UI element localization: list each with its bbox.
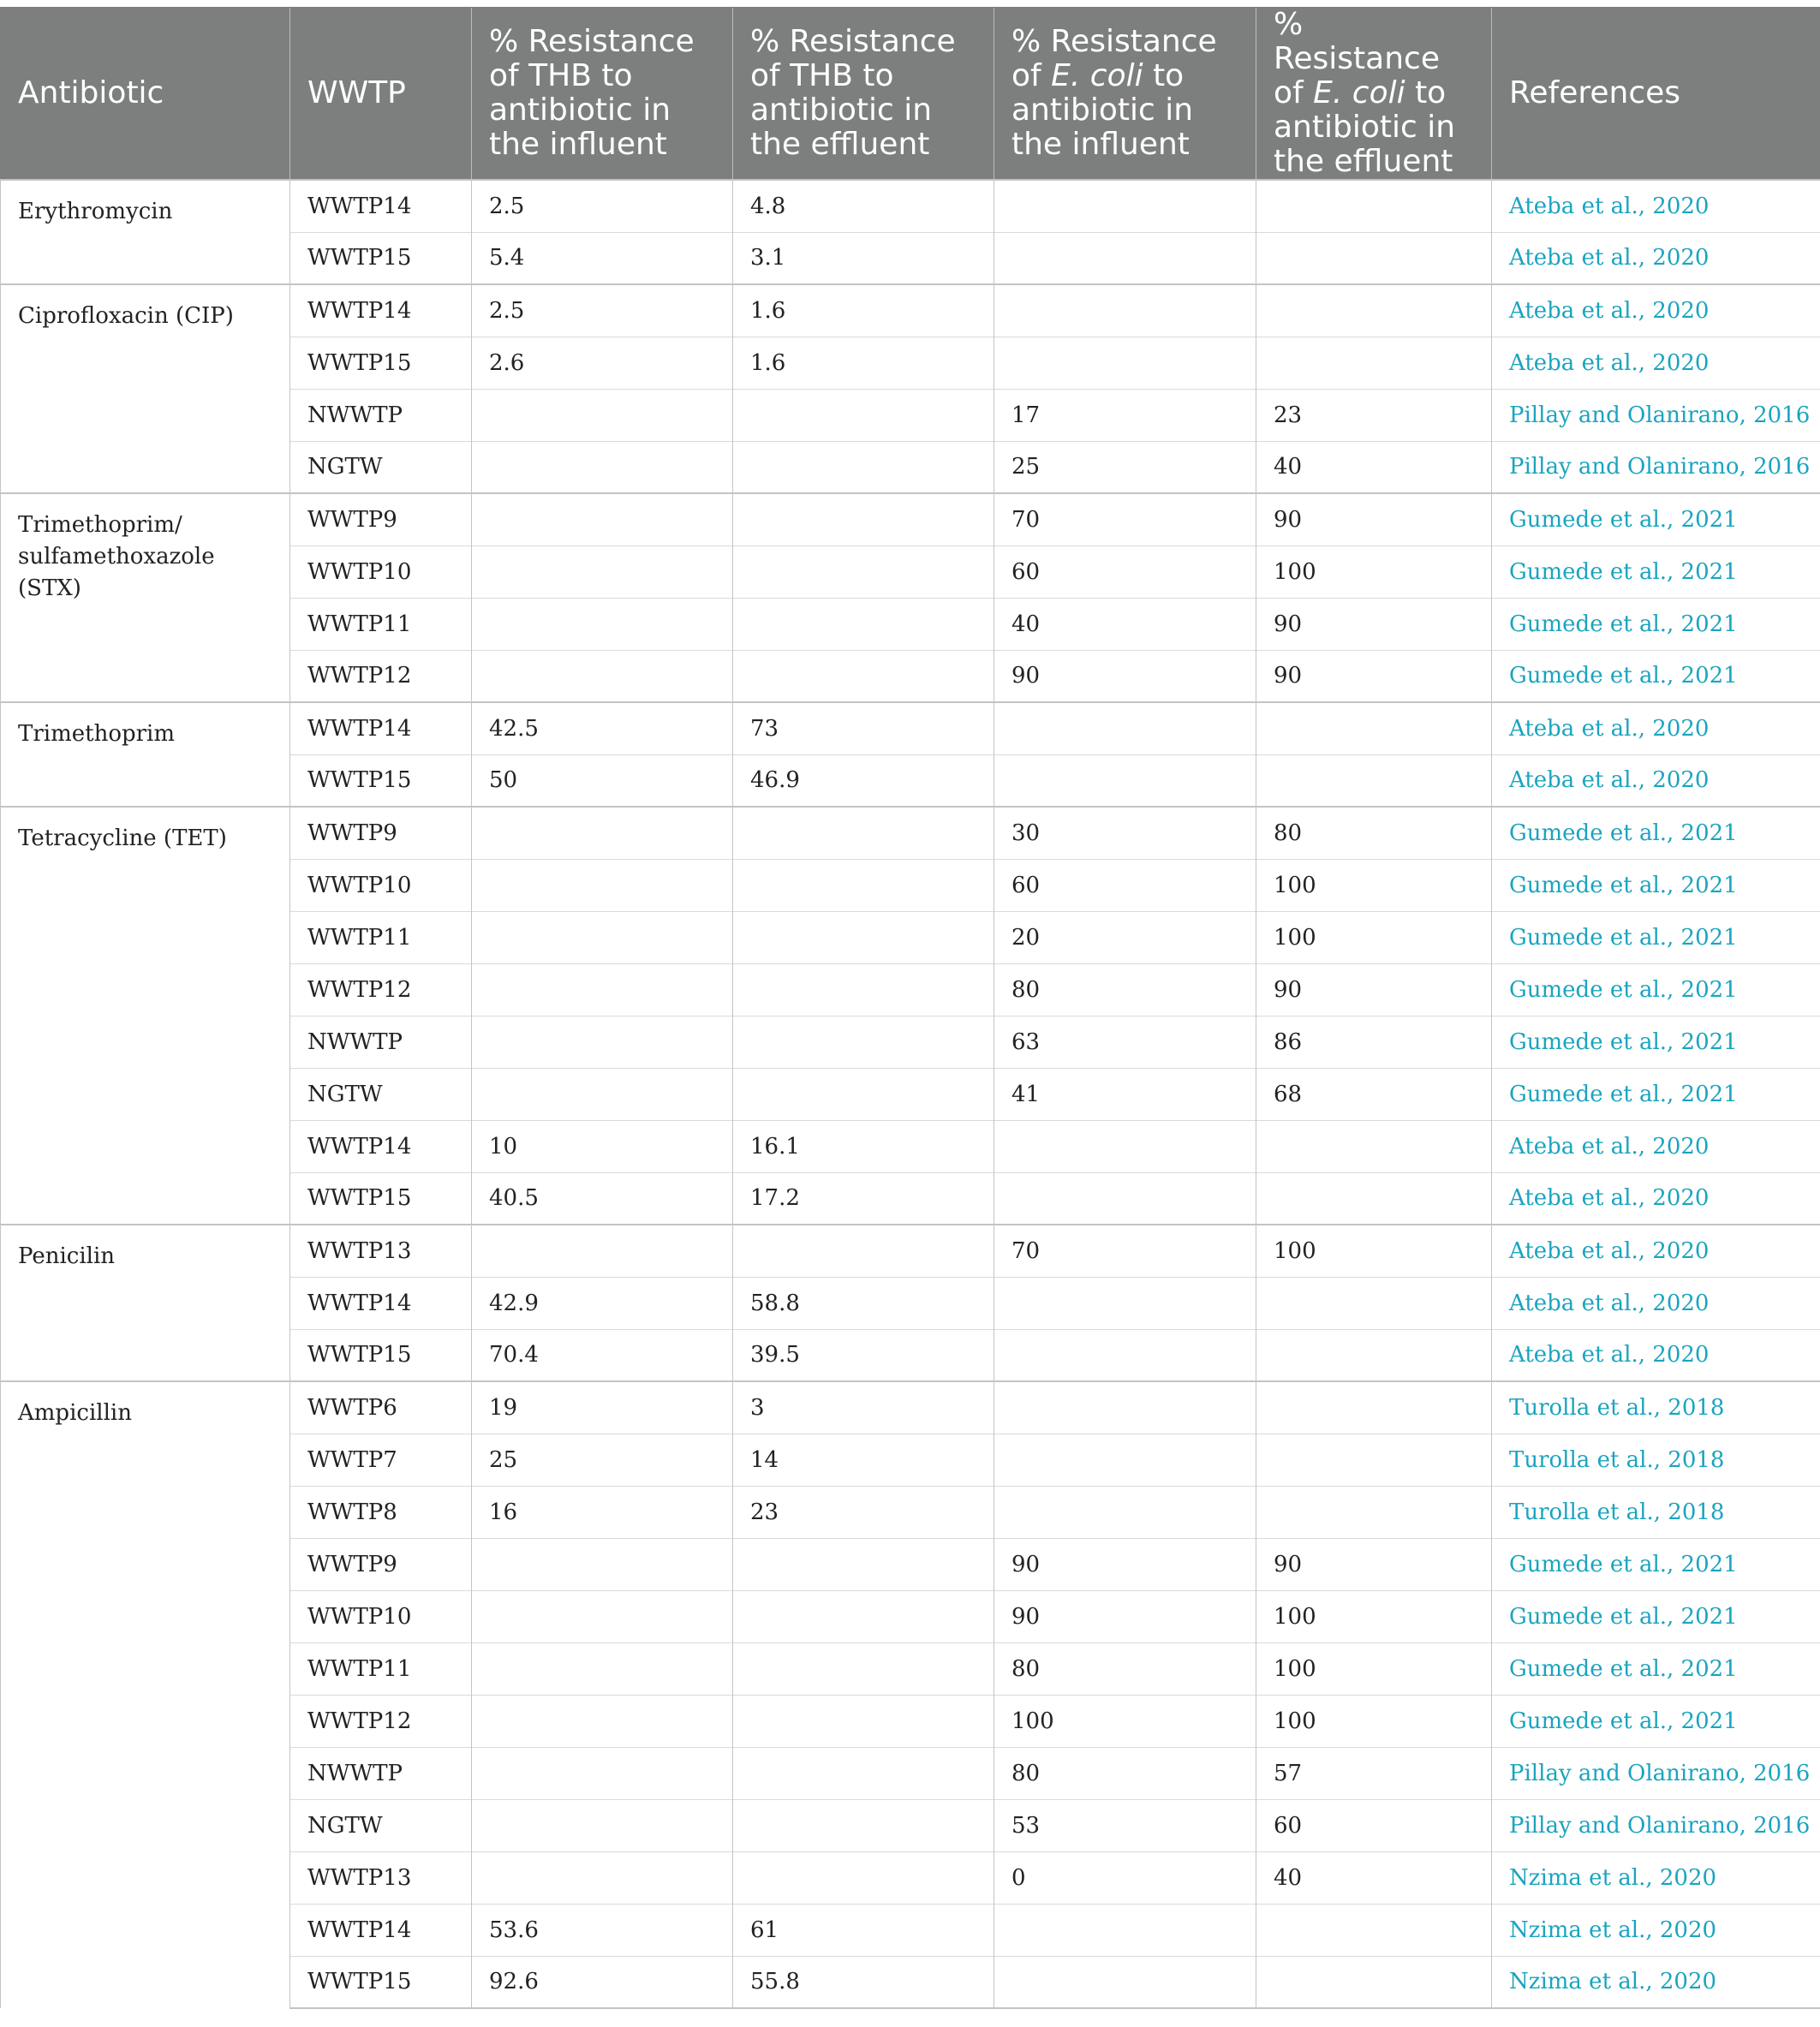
thb-effluent-cell (733, 1642, 994, 1695)
reference-cell (1492, 1486, 1820, 1538)
reference-cell (1492, 546, 1820, 598)
ecoli-effluent-cell: 90 (1256, 493, 1492, 546)
thb-influent-cell: 42.5 (472, 702, 733, 754)
reference-link[interactable]: Turolla et al., 2018 (1509, 1499, 1725, 1525)
thb-influent-cell (472, 1538, 733, 1590)
ecoli-effluent-cell: 100 (1256, 1225, 1492, 1277)
reference-link[interactable]: Nzima et al., 2020 (1509, 1864, 1717, 1891)
ecoli-influent-cell: 40 (994, 598, 1256, 650)
wwtp-cell: WWTP11 (290, 598, 472, 650)
ecoli-influent-cell (994, 754, 1256, 807)
thb-effluent-cell: 61 (733, 1904, 994, 1956)
thb-effluent-cell (733, 963, 994, 1016)
reference-cell (1492, 389, 1820, 441)
reference-cell (1492, 441, 1820, 493)
wwtp-cell: WWTP10 (290, 546, 472, 598)
thb-effluent-cell: 3 (733, 1381, 994, 1434)
ecoli-effluent-cell: 40 (1256, 1851, 1492, 1904)
wwtp-cell: WWTP15 (290, 1956, 472, 2008)
thb-influent-cell (472, 859, 733, 911)
reference-link[interactable]: Ateba et al., 2020 (1509, 245, 1710, 271)
ecoli-effluent-cell (1256, 180, 1492, 232)
reference-cell (1492, 1851, 1820, 1904)
ecoli-effluent-cell (1256, 1381, 1492, 1434)
reference-link[interactable]: Ateba et al., 2020 (1509, 1237, 1710, 1264)
ecoli-effluent-cell: 23 (1256, 389, 1492, 441)
reference-link[interactable]: Turolla et al., 2018 (1509, 1394, 1725, 1421)
ecoli-influent-cell: 80 (994, 1642, 1256, 1695)
ecoli-influent-cell (994, 180, 1256, 232)
wwtp-cell: WWTP14 (290, 702, 472, 754)
antibiotic-cell: Trimethoprim/ sulfamethoxazole (STX) (1, 493, 290, 702)
ecoli-effluent-cell: 57 (1256, 1747, 1492, 1799)
table-header (1, 8, 1820, 181)
wwtp-cell: WWTP12 (290, 650, 472, 702)
antibiotic-cell: Ciprofloxacin (CIP) (1, 284, 290, 493)
reference-cell (1492, 284, 1820, 337)
wwtp-cell: WWTP15 (290, 337, 472, 389)
reference-link[interactable]: Ateba et al., 2020 (1509, 1342, 1710, 1368)
header-ecoli-influent-suffix: to antibiotic in the influent (1011, 58, 1194, 162)
ecoli-effluent-cell: 100 (1256, 859, 1492, 911)
reference-cell (1492, 1381, 1820, 1434)
reference-cell (1492, 911, 1820, 963)
header-references: References (1492, 8, 1820, 181)
wwtp-cell: WWTP13 (290, 1225, 472, 1277)
header-ecoli-effluent-prefix: % Resistance of (1274, 7, 1440, 110)
reference-link[interactable]: Gumede et al., 2021 (1509, 820, 1738, 846)
thb-influent-cell: 2.5 (472, 284, 733, 337)
thb-effluent-cell: 3.1 (733, 232, 994, 284)
reference-link[interactable]: Gumede et al., 2021 (1509, 1081, 1738, 1107)
ecoli-influent-cell: 90 (994, 1590, 1256, 1642)
wwtp-cell: WWTP12 (290, 1695, 472, 1747)
thb-effluent-cell: 58.8 (733, 1277, 994, 1329)
ecoli-influent-cell: 30 (994, 807, 1256, 859)
ecoli-effluent-cell (1256, 284, 1492, 337)
ecoli-effluent-cell (1256, 1329, 1492, 1381)
reference-link[interactable]: Gumede et al., 2021 (1509, 506, 1738, 533)
header-ecoli-influent (994, 8, 1256, 181)
thb-influent-cell (472, 807, 733, 859)
ecoli-influent-cell: 100 (994, 1695, 1256, 1747)
header-ecoli-effluent-species: E. coli (1313, 75, 1405, 110)
reference-link[interactable]: Ateba et al., 2020 (1509, 1133, 1710, 1160)
thb-effluent-cell: 14 (733, 1434, 994, 1486)
thb-influent-cell: 2.5 (472, 180, 733, 232)
thb-effluent-cell: 4.8 (733, 180, 994, 232)
ecoli-influent-cell (994, 1172, 1256, 1225)
reference-cell (1492, 493, 1820, 546)
thb-effluent-cell (733, 807, 994, 859)
table-row (1, 284, 1820, 337)
thb-influent-cell (472, 389, 733, 441)
thb-influent-cell (472, 1695, 733, 1747)
thb-influent-cell (472, 441, 733, 493)
ecoli-influent-cell (994, 232, 1256, 284)
reference-link[interactable]: Gumede et al., 2021 (1509, 663, 1738, 689)
reference-cell (1492, 1538, 1820, 1590)
header-thb-influent: % Resistance of THB to antibiotic in the influent (472, 8, 733, 181)
ecoli-influent-cell (994, 337, 1256, 389)
thb-influent-cell: 19 (472, 1381, 733, 1434)
resistance-table (0, 7, 1820, 2009)
reference-cell (1492, 1434, 1820, 1486)
thb-effluent-cell (733, 1225, 994, 1277)
thb-influent-cell (472, 1016, 733, 1068)
thb-effluent-cell (733, 389, 994, 441)
ecoli-influent-cell (994, 1277, 1256, 1329)
reference-cell (1492, 1956, 1820, 2008)
wwtp-cell: WWTP15 (290, 1172, 472, 1225)
thb-influent-cell (472, 1590, 733, 1642)
reference-link[interactable]: Gumede et al., 2021 (1509, 611, 1738, 637)
reference-cell (1492, 1329, 1820, 1381)
ecoli-influent-cell: 63 (994, 1016, 1256, 1068)
wwtp-cell: WWTP14 (290, 180, 472, 232)
header-wwtp: WWTP (290, 8, 472, 181)
ecoli-influent-cell: 0 (994, 1851, 1256, 1904)
wwtp-cell: WWTP6 (290, 1381, 472, 1434)
wwtp-cell: WWTP10 (290, 1590, 472, 1642)
thb-effluent-cell: 55.8 (733, 1956, 994, 2008)
ecoli-effluent-cell (1256, 1904, 1492, 1956)
reference-cell (1492, 1799, 1820, 1851)
ecoli-effluent-cell: 100 (1256, 1642, 1492, 1695)
header-ecoli-influent-species: E. coli (1051, 58, 1143, 93)
thb-effluent-cell (733, 493, 994, 546)
thb-effluent-cell: 39.5 (733, 1329, 994, 1381)
ecoli-effluent-cell (1256, 1486, 1492, 1538)
ecoli-influent-cell (994, 1329, 1256, 1381)
reference-link[interactable]: Ateba et al., 2020 (1509, 1185, 1710, 1212)
ecoli-influent-cell: 17 (994, 389, 1256, 441)
reference-link[interactable]: Ateba et al., 2020 (1509, 297, 1710, 324)
thb-influent-cell: 16 (472, 1486, 733, 1538)
wwtp-cell: WWTP9 (290, 1538, 472, 1590)
thb-influent-cell: 70.4 (472, 1329, 733, 1381)
ecoli-influent-cell (994, 1434, 1256, 1486)
thb-influent-cell (472, 546, 733, 598)
ecoli-effluent-cell: 100 (1256, 911, 1492, 963)
thb-effluent-cell: 1.6 (733, 284, 994, 337)
reference-cell (1492, 1642, 1820, 1695)
wwtp-cell: WWTP15 (290, 232, 472, 284)
reference-cell (1492, 1172, 1820, 1225)
wwtp-cell: WWTP9 (290, 807, 472, 859)
thb-influent-cell: 42.9 (472, 1277, 733, 1329)
ecoli-effluent-cell (1256, 1277, 1492, 1329)
reference-cell (1492, 1277, 1820, 1329)
header-ecoli-influent-prefix: % Resistance of (1011, 24, 1217, 93)
thb-effluent-cell (733, 1068, 994, 1120)
reference-cell (1492, 1120, 1820, 1172)
reference-link[interactable]: Nzima et al., 2020 (1509, 1969, 1717, 1995)
wwtp-cell: WWTP11 (290, 911, 472, 963)
wwtp-cell: WWTP7 (290, 1434, 472, 1486)
header-ecoli-effluent (1256, 8, 1492, 181)
thb-influent-cell: 53.6 (472, 1904, 733, 1956)
ecoli-influent-cell (994, 1486, 1256, 1538)
wwtp-cell: NWWTP (290, 1747, 472, 1799)
thb-influent-cell: 25 (472, 1434, 733, 1486)
reference-link[interactable]: Ateba et al., 2020 (1509, 715, 1710, 742)
ecoli-influent-cell: 60 (994, 859, 1256, 911)
reference-cell (1492, 1068, 1820, 1120)
thb-effluent-cell (733, 1851, 994, 1904)
ecoli-effluent-cell (1256, 1120, 1492, 1172)
ecoli-influent-cell: 60 (994, 546, 1256, 598)
header-row (1, 8, 1820, 181)
antibiotic-cell: Tetracycline (TET) (1, 807, 290, 1225)
ecoli-influent-cell (994, 1956, 1256, 2008)
ecoli-influent-cell: 90 (994, 1538, 1256, 1590)
thb-influent-cell: 10 (472, 1120, 733, 1172)
ecoli-influent-cell (994, 1120, 1256, 1172)
reference-cell (1492, 1695, 1820, 1747)
thb-influent-cell: 5.4 (472, 232, 733, 284)
wwtp-cell: WWTP10 (290, 859, 472, 911)
thb-influent-cell (472, 598, 733, 650)
thb-effluent-cell (733, 911, 994, 963)
antibiotic-cell: Trimethoprim (1, 702, 290, 807)
ecoli-effluent-cell: 40 (1256, 441, 1492, 493)
reference-cell (1492, 232, 1820, 284)
ecoli-effluent-cell (1256, 754, 1492, 807)
thb-effluent-cell (733, 598, 994, 650)
thb-effluent-cell (733, 1747, 994, 1799)
thb-influent-cell: 92.6 (472, 1956, 733, 2008)
reference-cell (1492, 180, 1820, 232)
reference-cell (1492, 1225, 1820, 1277)
wwtp-cell: NGTW (290, 1799, 472, 1851)
ecoli-effluent-cell: 100 (1256, 1695, 1492, 1747)
reference-link[interactable]: Gumede et al., 2021 (1509, 1028, 1738, 1055)
reference-link[interactable]: Gumede et al., 2021 (1509, 1708, 1738, 1734)
ecoli-effluent-cell (1256, 1434, 1492, 1486)
ecoli-effluent-cell (1256, 1956, 1492, 2008)
reference-cell (1492, 598, 1820, 650)
thb-influent-cell (472, 1799, 733, 1851)
wwtp-cell: WWTP11 (290, 1642, 472, 1695)
table-row (1, 180, 1820, 232)
thb-effluent-cell (733, 1695, 994, 1747)
antibiotic-cell: Erythromycin (1, 180, 290, 284)
ecoli-influent-cell: 20 (994, 911, 1256, 963)
wwtp-cell: WWTP14 (290, 1904, 472, 1956)
thb-influent-cell (472, 1642, 733, 1695)
wwtp-cell: NGTW (290, 1068, 472, 1120)
thb-influent-cell: 50 (472, 754, 733, 807)
reference-link[interactable]: Gumede et al., 2021 (1509, 872, 1738, 898)
table-row (1, 702, 1820, 754)
reference-cell (1492, 963, 1820, 1016)
ecoli-influent-cell: 70 (994, 493, 1256, 546)
thb-influent-cell (472, 1225, 733, 1277)
ecoli-effluent-cell: 68 (1256, 1068, 1492, 1120)
reference-link[interactable]: Gumede et al., 2021 (1509, 1655, 1738, 1682)
header-antibiotic: Antibiotic (1, 8, 290, 181)
ecoli-influent-cell (994, 1381, 1256, 1434)
reference-link[interactable]: Gumede et al., 2021 (1509, 1603, 1738, 1630)
thb-influent-cell (472, 1068, 733, 1120)
table-row (1, 1381, 1820, 1434)
ecoli-influent-cell: 25 (994, 441, 1256, 493)
reference-link[interactable]: Gumede et al., 2021 (1509, 558, 1738, 585)
thb-effluent-cell: 17.2 (733, 1172, 994, 1225)
thb-influent-cell (472, 911, 733, 963)
table-row (1, 807, 1820, 859)
thb-influent-cell: 2.6 (472, 337, 733, 389)
thb-effluent-cell (733, 1799, 994, 1851)
thb-effluent-cell (733, 650, 994, 702)
antibiotic-cell: Penicilin (1, 1225, 290, 1381)
reference-cell (1492, 859, 1820, 911)
ecoli-influent-cell (994, 284, 1256, 337)
reference-link[interactable]: Pillay and Olanirano, 2016 (1509, 1812, 1811, 1839)
reference-link[interactable]: Ateba et al., 2020 (1509, 1290, 1710, 1316)
reference-cell (1492, 1016, 1820, 1068)
wwtp-cell: WWTP9 (290, 493, 472, 546)
ecoli-effluent-cell (1256, 337, 1492, 389)
wwtp-cell: WWTP12 (290, 963, 472, 1016)
thb-effluent-cell: 73 (733, 702, 994, 754)
thb-influent-cell (472, 963, 733, 1016)
thb-effluent-cell (733, 1538, 994, 1590)
reference-link[interactable]: Ateba et al., 2020 (1509, 349, 1710, 376)
thb-effluent-cell: 23 (733, 1486, 994, 1538)
reference-cell (1492, 1747, 1820, 1799)
header-thb-effluent: % Resistance of THB to antibiotic in the effluent (733, 8, 994, 181)
thb-effluent-cell: 16.1 (733, 1120, 994, 1172)
thb-influent-cell: 40.5 (472, 1172, 733, 1225)
reference-link[interactable]: Pillay and Olanirano, 2016 (1509, 1760, 1811, 1786)
reference-link[interactable]: Gumede et al., 2021 (1509, 1551, 1738, 1577)
ecoli-influent-cell: 80 (994, 1747, 1256, 1799)
ecoli-effluent-cell: 100 (1256, 1590, 1492, 1642)
thb-influent-cell (472, 650, 733, 702)
reference-cell (1492, 650, 1820, 702)
ecoli-effluent-cell: 100 (1256, 546, 1492, 598)
reference-link[interactable]: Gumede et al., 2021 (1509, 924, 1738, 951)
reference-link[interactable]: Pillay and Olanirano, 2016 (1509, 402, 1811, 428)
ecoli-influent-cell: 53 (994, 1799, 1256, 1851)
thb-effluent-cell: 1.6 (733, 337, 994, 389)
ecoli-effluent-cell: 80 (1256, 807, 1492, 859)
reference-cell (1492, 337, 1820, 389)
reference-cell (1492, 807, 1820, 859)
wwtp-cell: WWTP14 (290, 1120, 472, 1172)
ecoli-effluent-cell (1256, 1172, 1492, 1225)
antibiotic-cell: Ampicillin (1, 1381, 290, 2008)
thb-influent-cell (472, 1747, 733, 1799)
reference-link[interactable]: Turolla et al., 2018 (1509, 1446, 1725, 1473)
wwtp-cell: WWTP14 (290, 284, 472, 337)
header-ecoli-effluent-suffix: to antibiotic in the effluent (1274, 75, 1456, 179)
wwtp-cell: NGTW (290, 441, 472, 493)
ecoli-influent-cell: 70 (994, 1225, 1256, 1277)
wwtp-cell: WWTP13 (290, 1851, 472, 1904)
reference-link[interactable]: Pillay and Olanirano, 2016 (1509, 454, 1811, 480)
wwtp-cell: WWTP8 (290, 1486, 472, 1538)
wwtp-cell: NWWTP (290, 389, 472, 441)
reference-cell (1492, 754, 1820, 807)
wwtp-cell: NWWTP (290, 1016, 472, 1068)
ecoli-effluent-cell: 90 (1256, 650, 1492, 702)
thb-influent-cell (472, 1851, 733, 1904)
ecoli-effluent-cell (1256, 702, 1492, 754)
ecoli-effluent-cell: 86 (1256, 1016, 1492, 1068)
thb-effluent-cell (733, 546, 994, 598)
ecoli-effluent-cell: 60 (1256, 1799, 1492, 1851)
reference-cell (1492, 702, 1820, 754)
table-row (1, 1225, 1820, 1277)
wwtp-cell: WWTP15 (290, 1329, 472, 1381)
reference-cell (1492, 1904, 1820, 1956)
reference-cell (1492, 1590, 1820, 1642)
ecoli-effluent-cell: 90 (1256, 598, 1492, 650)
thb-influent-cell (472, 493, 733, 546)
wwtp-cell: WWTP15 (290, 754, 472, 807)
ecoli-effluent-cell (1256, 232, 1492, 284)
ecoli-influent-cell (994, 1904, 1256, 1956)
ecoli-influent-cell: 41 (994, 1068, 1256, 1120)
ecoli-influent-cell: 90 (994, 650, 1256, 702)
wwtp-cell: WWTP14 (290, 1277, 472, 1329)
thb-effluent-cell (733, 1016, 994, 1068)
ecoli-effluent-cell: 90 (1256, 1538, 1492, 1590)
ecoli-effluent-cell: 90 (1256, 963, 1492, 1016)
table-body (1, 180, 1820, 2008)
thb-effluent-cell: 46.9 (733, 754, 994, 807)
reference-link[interactable]: Ateba et al., 2020 (1509, 767, 1710, 794)
ecoli-influent-cell (994, 702, 1256, 754)
reference-link[interactable]: Nzima et al., 2020 (1509, 1917, 1717, 1943)
reference-link[interactable]: Ateba et al., 2020 (1509, 193, 1710, 219)
reference-link[interactable]: Gumede et al., 2021 (1509, 976, 1738, 1003)
thb-effluent-cell (733, 859, 994, 911)
thb-effluent-cell (733, 1590, 994, 1642)
ecoli-influent-cell: 80 (994, 963, 1256, 1016)
thb-effluent-cell (733, 441, 994, 493)
table-row (1, 493, 1820, 546)
